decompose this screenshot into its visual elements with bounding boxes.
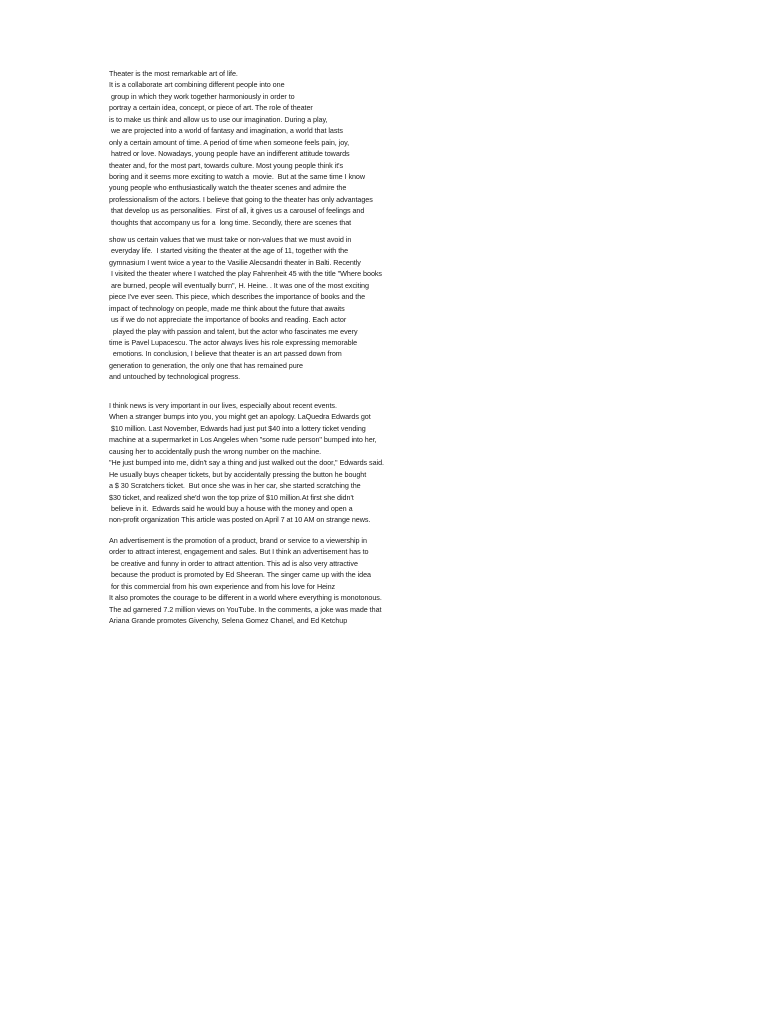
text-line: thoughts that accompany us for a long time. Secondly, there are scenes that <box>109 217 352 227</box>
text-line: and untouched by technological progress. <box>109 372 241 382</box>
text-line: I think news is very important in our lives, especially about recent events. <box>109 401 337 410</box>
paragraph-theater-intro <box>109 68 449 228</box>
text-line: theater and, for the most part, towards culture. Most young people think it's <box>109 160 344 170</box>
text-line: a $ 30 Scratchers ticket. But once she was in her car, she started scratching the <box>109 481 361 491</box>
text-line: played the play with passion and talent, but the actor who fascinates me every <box>109 326 358 336</box>
text-line: An advertisement is the promotion of a product, brand or service to a viewership in <box>109 536 367 545</box>
text-line: only a certain amount of time. A period of time when someone feels pain, joy, <box>109 137 350 147</box>
text-line: group in which they work together harmoniously in order to <box>109 91 295 101</box>
text-line: Ariana Grande promotes Givenchy, Selena Gomez Chanel, and Ed Ketchup <box>109 616 348 626</box>
text-line: $30 ticket, and realized she'd won the top prize of $10 million.At first she didn't <box>109 492 354 502</box>
text-line: order to attract interest, engagement and sales. But I think an advertisement has to <box>109 547 369 557</box>
text-line: everyday life. I started visiting the theater at the age of 11, together with the <box>109 246 349 256</box>
text-line: that develop us as personalities. First of all, it gives us a carousel of feelings and <box>109 206 365 216</box>
text-line: us if we do not appreciate the importance of books and reading. Each actor <box>109 315 347 325</box>
text-line: be creative and funny in order to attract attention. This ad is also very attractive <box>109 558 358 568</box>
paragraph-theater-experience <box>109 234 449 383</box>
text-line: gymnasium I went twice a year to the Vasilie Alecsandri theater in Balti. Recently <box>109 257 361 267</box>
text-line: generation to generation, the only one that has remained pure <box>109 360 303 370</box>
text-line: are burned, people will eventually burn", H. Heine. . It was one of the most exciting <box>109 280 369 290</box>
text-line: emotions. In conclusion, I believe that theater is an art passed down from <box>109 349 342 359</box>
text-line: It also promotes the courage to be different in a world where everything is monotonous. <box>109 593 382 603</box>
text-line: When a stranger bumps into you, you might get an apology. LaQuedra Edwards got <box>109 412 371 422</box>
text-line: machine at a supermarket in Los Angeles when "some rude person" bumped into her, <box>109 435 377 445</box>
text-line: we are projected into a world of fantasy and imagination, a world that lasts <box>109 126 343 136</box>
text-line: The ad garnered 7.2 million views on YouTube. In the comments, a joke was made that <box>109 604 382 614</box>
text-line: He usually buys cheaper tickets, but by accidentally pressing the button he bought <box>109 469 367 479</box>
text-line: professionalism of the actors. I believe that going to the theater has only advantages <box>109 194 373 204</box>
text-line: $10 million. Last November, Edwards had just put $40 into a lottery ticket vending <box>109 423 366 433</box>
text-line: boring and it seems more exciting to watch a movie. But at the same time I know <box>109 171 366 181</box>
paragraph-news <box>109 400 449 526</box>
text-line: It is a collaborate art combining different people into one <box>109 80 285 90</box>
text-line: "He just bumped into me, didn't say a thing and just walked out the door," Edwards said. <box>109 458 384 468</box>
text-line: young people who enthusiastically watch the theater scenes and admire the <box>109 183 347 193</box>
text-line: non-profit organization This article was posted on April 7 at 10 AM on strange news. <box>109 515 371 525</box>
text-line: time is Pavel Lupacescu. The actor always lives his role expressing memorable <box>109 337 358 347</box>
text-line: Theater is the most remarkable art of life. <box>109 69 238 78</box>
text-line: I visited the theater where I watched the play Fahrenheit 45 with the title "Where books <box>109 269 382 279</box>
text-line: because the product is promoted by Ed Sheeran. The singer came up with the idea <box>109 570 371 580</box>
text-line: causing her to accidentally push the wrong number on the machine. <box>109 446 322 456</box>
paragraph-advertisement <box>109 535 449 627</box>
text-line: piece I've ever seen. This piece, which describes the importance of books and the <box>109 292 366 302</box>
text-line: is to make us think and allow us to use our imagination. During a play, <box>109 114 328 124</box>
text-line: for this commercial from his own experience and from his love for Heinz <box>109 581 336 591</box>
text-line: show us certain values that we must take or non-values that we must avoid in <box>109 235 352 244</box>
text-line: impact of technology on people, made me think about the future that awaits <box>109 303 345 313</box>
text-line: portray a certain idea, concept, or piece of art. The role of theater <box>109 103 313 113</box>
text-line: believe in it. Edwards said he would buy a house with the money and open a <box>109 503 353 513</box>
text-line: hatred or love. Nowadays, young people have an indifferent attitude towards <box>109 149 350 159</box>
